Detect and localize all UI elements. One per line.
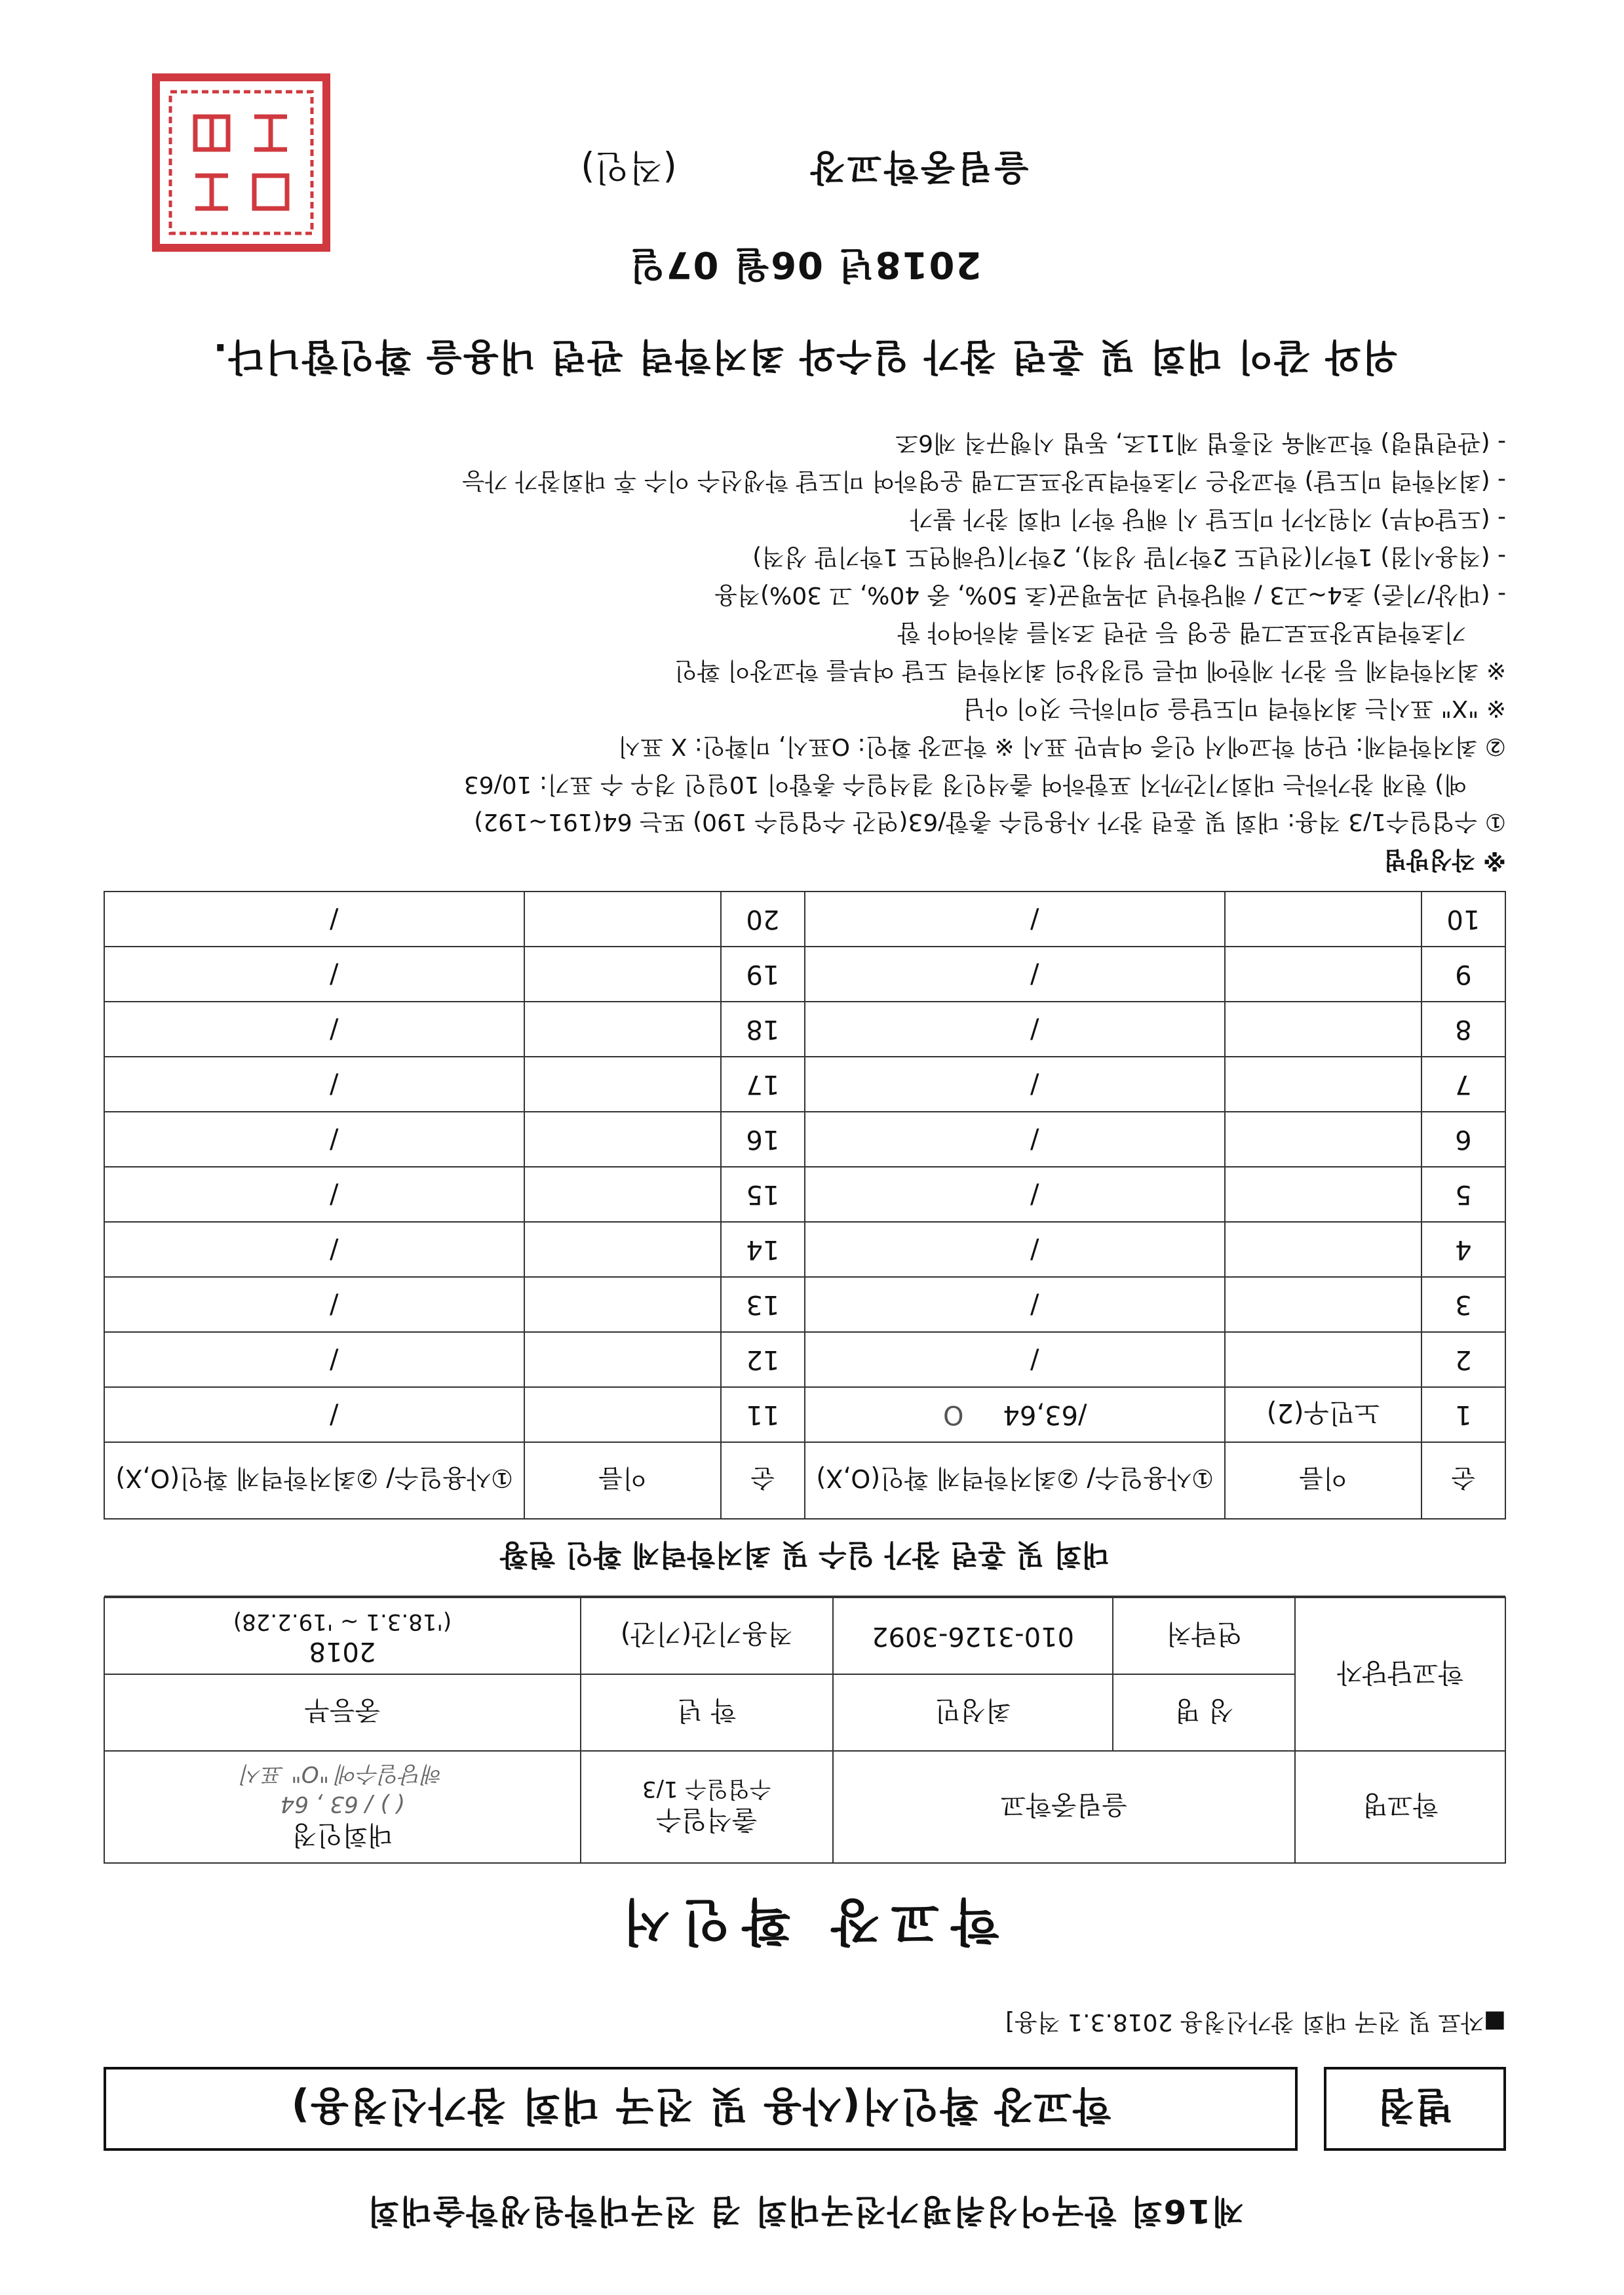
- row-no: 5: [1421, 1167, 1505, 1222]
- days-value: /: [329, 1234, 339, 1265]
- col-name-left: 이름: [1225, 1442, 1421, 1519]
- row-name: [524, 1002, 720, 1057]
- row-no: 17: [721, 1057, 805, 1112]
- row-name: [524, 1277, 720, 1332]
- row-name: [524, 1167, 720, 1222]
- days-value: /: [1030, 1289, 1039, 1320]
- tel-label: 연락처: [1113, 1598, 1295, 1674]
- row-days: [805, 1057, 1225, 1112]
- guide-line: ② 최저학력제: 단위 학교에서 인증 여부만 표시 ※ 학교장 확인: O표시, 미확인: X 표시: [617, 732, 1506, 760]
- table-row: [104, 1332, 1505, 1387]
- table-row: [104, 892, 1505, 947]
- row-no: 13: [721, 1277, 805, 1332]
- grade-label: 학 년: [581, 1674, 833, 1751]
- guide-line: - (관련법령) 학교체육 진흥법 제11조, 동법 시행규칙 제6조: [895, 429, 1506, 457]
- guide-line: 기초학력보장프로그램 운영 등 관련 조치를 취하여야 함: [897, 619, 1467, 646]
- row-name: [524, 1222, 720, 1277]
- title-bar: [104, 2067, 1506, 2151]
- days-value: /: [329, 1069, 339, 1100]
- row-no: 6: [1421, 1112, 1505, 1167]
- row-name: [524, 1057, 720, 1112]
- guide-section: [104, 425, 1506, 878]
- signature-area: [104, 145, 1506, 195]
- school-value: 을림중학교: [833, 1751, 1296, 1863]
- col-days-right: ①사용일수/ ②최저학력제 확인(O,X): [104, 1442, 524, 1519]
- days-value: /: [1030, 1179, 1039, 1210]
- check-mark: O: [942, 1400, 964, 1430]
- table-row: [104, 1112, 1505, 1167]
- attend-value: ( ) / 63 , 64: [280, 1791, 405, 1817]
- days-value: /: [329, 904, 339, 935]
- row-no: 1: [1421, 1387, 1505, 1442]
- row-no: 18: [721, 1002, 805, 1057]
- days-value: /: [1030, 1344, 1039, 1375]
- row-days: [805, 1387, 1225, 1442]
- days-value: /: [1030, 904, 1039, 935]
- period-cell: [104, 1598, 581, 1674]
- days-value: /: [329, 1014, 339, 1045]
- row-days: [104, 1387, 524, 1442]
- row-days: [104, 1222, 524, 1277]
- guide-line: - (적용시점) 1학기(전년도 2학기말 성적), 2학기(당해연도 1학기말 성적): [752, 543, 1506, 570]
- guide-line: - (대상/기준) 초4~고3 / 해당학년 과목평균(초 50%, 중 40%, 고 30%)적용: [714, 581, 1506, 608]
- document-page: [104, 145, 1506, 2243]
- days-value: /: [1030, 1124, 1039, 1155]
- row-days: [104, 892, 524, 947]
- guide-line: ※ 최저학력제 등 참가 제한에 따른 일정상의 최저학력 도달 여부를 학교장이 확인: [674, 657, 1506, 684]
- row-name: [1225, 892, 1421, 947]
- period-label: 적용기간(기간): [581, 1598, 833, 1674]
- row-no: 8: [1421, 1002, 1505, 1057]
- period-range: ('18.3.1 ~ '19.2.28): [233, 1608, 452, 1635]
- days-label: 출석일수: [656, 1805, 758, 1835]
- row-name: [1225, 1002, 1421, 1057]
- name-label: 성 명: [1113, 1674, 1295, 1751]
- guide-line: ① 수업일수1/3 적용: 대회 및 훈련 참가 사용일수 총합/63(연간 수업일수 190) 또는 64(191~192): [474, 808, 1506, 836]
- row-days: [805, 892, 1225, 947]
- days-cell: [581, 1751, 833, 1863]
- form-note: ■자료 및 전국 대회 참가신청용 2018.3.1 적용]: [1005, 2009, 1506, 2035]
- days-value: /: [329, 1289, 339, 1320]
- table-row: [104, 1002, 1505, 1057]
- row-no: 2: [1421, 1332, 1505, 1387]
- attachment-tag: 별첨: [1324, 2067, 1506, 2151]
- row-days: [104, 1277, 524, 1332]
- days-value: /: [1030, 1014, 1039, 1045]
- row-no: 14: [721, 1222, 805, 1277]
- row-no: 4: [1421, 1222, 1505, 1277]
- tel-value: 010-3126-3092: [833, 1598, 1113, 1674]
- info-table: [104, 1597, 1506, 1864]
- row-name: [1225, 1222, 1421, 1277]
- row-days: [805, 1222, 1225, 1277]
- row-no: 11: [721, 1387, 805, 1442]
- records-table: [104, 891, 1506, 1597]
- row-no: 20: [721, 892, 805, 947]
- row-days: [805, 1167, 1225, 1222]
- official-seal-stamp: [149, 71, 333, 254]
- row-name: [524, 892, 720, 947]
- row-name: [1225, 1167, 1421, 1222]
- guide-title: ※ 작성방법: [1383, 846, 1506, 874]
- row-name: 노민우(2): [1225, 1387, 1421, 1442]
- records-body: [104, 892, 1505, 1442]
- row-days: [104, 1057, 524, 1112]
- guide-line: ※ "X" 표시는 최저학력 미도달을 의미하는 것이 아님: [963, 695, 1506, 722]
- col-no-right: 순: [721, 1442, 805, 1519]
- row-days: [104, 1002, 524, 1057]
- row-no: 3: [1421, 1277, 1505, 1332]
- row-days: [104, 947, 524, 1002]
- col-name-right: 이름: [524, 1442, 720, 1519]
- row-days: [805, 1277, 1225, 1332]
- attend-cell: [104, 1751, 581, 1863]
- row-days: [104, 1332, 524, 1387]
- row-no: 19: [721, 947, 805, 1002]
- period-value: 2018: [309, 1636, 376, 1666]
- row-days: [104, 1112, 524, 1167]
- row-name: [524, 1112, 720, 1167]
- records-title: 대회 및 훈련 참가 일수 및 최저학력제 확인 현황: [104, 1519, 1505, 1596]
- days-value: /: [1030, 1234, 1039, 1265]
- row-name: [1225, 1112, 1421, 1167]
- row-name: [1225, 1057, 1421, 1112]
- row-name: [1225, 1277, 1421, 1332]
- row-name: [524, 1332, 720, 1387]
- row-no: 16: [721, 1112, 805, 1167]
- table-row: [104, 1387, 1505, 1442]
- guide-line: - (도달여부) 지원자가 미도달 시 해당 학기 대회 참가 불가: [910, 505, 1506, 533]
- form-title: 학교장 확인서(사용 및 전국 대회 참가신청용): [104, 2067, 1298, 2151]
- row-no: 10: [1421, 892, 1505, 947]
- confirmation-text: 위와 같이 대회 및 훈련 참가 일수와 최저학력 관련 내용을 확인합니다.: [212, 334, 1398, 378]
- table-row: [104, 1222, 1505, 1277]
- col-no-left: 순: [1421, 1442, 1505, 1519]
- row-name: [1225, 1332, 1421, 1387]
- document-title: 학교장 확인서: [610, 1893, 999, 1951]
- days-value: 수업일수 1/3: [642, 1776, 771, 1803]
- days-value: /: [1030, 1069, 1039, 1100]
- days-value: /: [329, 1124, 339, 1155]
- row-no: 15: [721, 1167, 805, 1222]
- guide-line: - (최저학력 미도달) 학교장은 기초학력보장프로그램 운영하여 미도달 학생선수 이수 후 대회참가 가능: [462, 467, 1506, 495]
- row-days: [805, 1112, 1225, 1167]
- row-no: 12: [721, 1332, 805, 1387]
- row-no: 7: [1421, 1057, 1505, 1112]
- attend-label: 대회인정: [292, 1820, 393, 1850]
- days-value: /: [329, 959, 339, 990]
- row-name: [524, 1387, 720, 1442]
- school-signature: 을림중학교장: [807, 146, 1029, 188]
- issue-date: 2018년 06월 07일: [628, 243, 982, 286]
- table-row: [104, 947, 1505, 1002]
- days-value: /63,64: [1003, 1400, 1087, 1430]
- school-label: 학교명: [1295, 1751, 1505, 1863]
- col-days-left: ①사용일수/ ②최저학력제 확인(O,X): [805, 1442, 1225, 1519]
- table-row: [104, 1057, 1505, 1112]
- name-value: 최성민: [833, 1674, 1113, 1751]
- days-value: /: [329, 1344, 339, 1375]
- row-name: [524, 947, 720, 1002]
- grade-value: 중등부: [104, 1674, 581, 1751]
- days-value: /: [329, 1400, 339, 1430]
- days-value: /: [1030, 959, 1039, 990]
- guide-line: 예) 현재 참가하는 대회기간까지 포함하여 출석인정 결석일수 총합이 10일인 경우 수 표기: 10/63: [463, 770, 1467, 798]
- guide-lines: [104, 425, 1506, 840]
- row-days: [805, 1002, 1225, 1057]
- table-row: [104, 1277, 1505, 1332]
- days-value: /: [329, 1179, 339, 1210]
- attend-sub: 해당일수에 "O" 표시: [241, 1761, 444, 1788]
- row-days: [104, 1167, 524, 1222]
- event-header: 제16회 한국어성취평가전국대회 겸 전국대학원생학술대회: [366, 2192, 1244, 2230]
- contact-label: 학교담당자: [1295, 1598, 1505, 1751]
- row-no: 9: [1421, 947, 1505, 1002]
- row-name: [1225, 947, 1421, 1002]
- row-days: [805, 947, 1225, 1002]
- row-days: [805, 1332, 1225, 1387]
- seal-label: (직인): [581, 146, 677, 188]
- table-row: [104, 1167, 1505, 1222]
